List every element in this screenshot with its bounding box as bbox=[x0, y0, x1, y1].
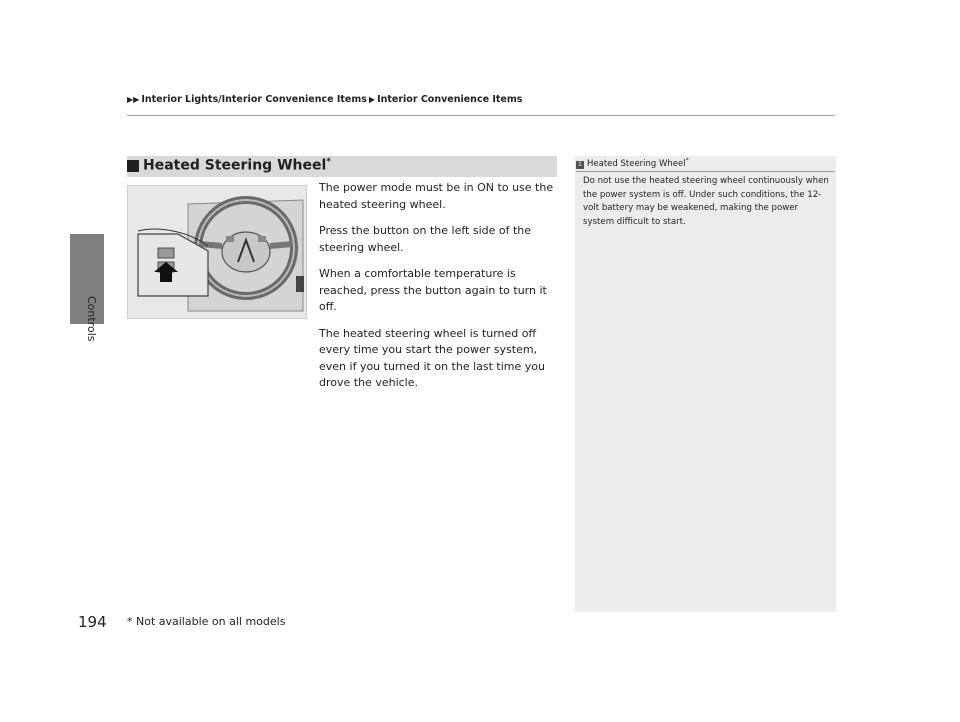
note-body: Do not use the heated steering wheel continuously when the power system is off. Under such conditions, the 12-volt battery may be weakened, making the power system difficult to start. bbox=[583, 176, 829, 227]
section-body bbox=[319, 180, 557, 402]
page-number: 194 bbox=[78, 613, 107, 631]
steering-wheel-icon bbox=[128, 186, 307, 319]
body-paragraph-3: When a comfortable temperature is reached, press the button again to turn it off. bbox=[319, 267, 547, 313]
note-title bbox=[576, 157, 835, 172]
note-number: 1 bbox=[576, 161, 584, 169]
body-paragraph-4: The heated steering wheel is turned off every time you start the power system, even if you turned it on the last time you drove the vehicle. bbox=[319, 326, 545, 389]
breadcrumb bbox=[127, 94, 522, 105]
footnote: * Not available on all models bbox=[127, 615, 286, 628]
side-tab-upper bbox=[70, 76, 104, 234]
heading-marker: * bbox=[326, 157, 331, 167]
note-title-marker: * bbox=[685, 157, 689, 164]
side-section-label bbox=[85, 296, 98, 312]
body-paragraph-1: The power mode must be in ON to use the heated steering wheel. bbox=[319, 181, 554, 211]
note-title-text: Heated Steering Wheel bbox=[587, 158, 686, 169]
breadcrumb-item-2: Interior Convenience Items bbox=[377, 94, 523, 105]
heading-square-icon bbox=[127, 160, 139, 172]
breadcrumb-arrow-icon: ▶ bbox=[368, 95, 376, 104]
body-paragraph-2: Press the button on the left side of the steering wheel. bbox=[319, 224, 532, 254]
section-heading bbox=[143, 157, 331, 174]
breadcrumb-item-1: Interior Lights/Interior Convenience Items bbox=[141, 94, 367, 105]
section-heading-text: Heated Steering Wheel bbox=[143, 157, 327, 174]
steering-wheel-illustration bbox=[127, 185, 307, 319]
section-heading-band bbox=[127, 156, 557, 177]
header-rule bbox=[127, 115, 835, 116]
breadcrumb-arrow-icon: ▶▶ bbox=[127, 95, 140, 104]
